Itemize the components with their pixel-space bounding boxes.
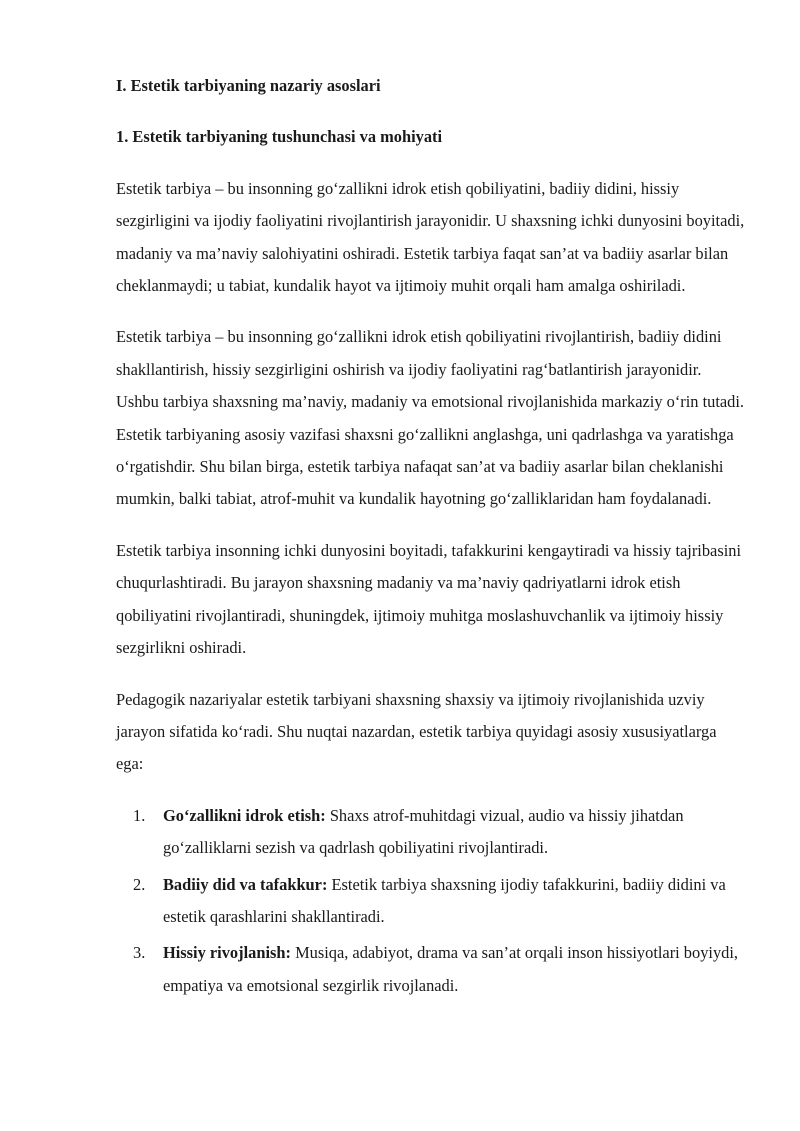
features-list [116,800,746,1002]
paragraph-4: Pedagogik nazariyalar estetik tarbiyani shaxsning shaxsiy va ijtimoiy rivojlanishida uzviy jarayon sifatida ko‘radi. Shu nuqtai nazardan, estetik tarbiya quyidagi asosiy xususiyatlarga ega: [116,689,717,774]
paragraph-1: Estetik tarbiya – bu insonning go‘zallikni idrok etish qobiliyatini, badiiy didini, hissiy sezgirligini va ijodiy faoliyatini rivojlantirish jarayonidir. U shaxsning ichki dunyosini boyitadi, madaniy va ma’naviy salohiyatini oshiradi. Estetik tarbiya faqat san’at va badiiy asarlar bilan cheklanmaydi; u tabiat, kundalik hayot va ijtimoiy muhit orqali ham amalga oshiriladi. [116,178,745,296]
list-item-text: Musiqa, adabiyot, drama va san’at orqali inson hissiyotlari boyiydi, empatiya va emotsional sezgirlik rivojlanadi. [163,943,738,995]
list-item-term: Hissiy rivojlanish: [163,943,291,963]
subsection-heading: 1. Estetik tarbiyaning tushunchasi va mohiyati [116,127,443,147]
paragraph-2: Estetik tarbiya – bu insonning go‘zallikni idrok etish qobiliyatini rivojlantirish, badiiy didini shakllantirish, hissiy sezgirligini oshirish va ijodiy faoliyatini rag‘batlantirish jarayonidir. Ushbu tarbiya shaxsning ma’naviy, madaniy va emotsional rivojlanishida markaziy o‘rin tutadi. Estetik tarbiyaning asosiy vazifasi shaxsni go‘zallikni anglashga, uni qadrlashga va yaratishga o‘rgatishdir. Shu bilan birga, estetik tarbiya nafaqat san’at va badiiy asarlar bilan cheklanishi mumkin, balki tabiat, atrof-muhit va kundalik hayotning go‘zalliklaridan ham foydalanadi. [116,327,745,509]
list-item-number: 2. [133,874,146,894]
list-item-number: 3. [133,943,146,963]
list-item [116,937,746,1002]
list-item-number: 1. [133,805,146,825]
list-item-text: Estetik tarbiya shaxsning ijodiy tafakkurini, badiiy didini va estetik qarashlarini shakllantiradi. [163,874,726,926]
list-item-term: Go‘zallikni idrok etish: [163,805,326,825]
list-item-term: Badiiy did va tafakkur: [163,874,328,894]
list-item [116,869,746,934]
paragraph-3: Estetik tarbiya insonning ichki dunyosini boyitadi, tafakkurini kengaytiradi va hissiy tajribasini chuqurlashtiradi. Bu jarayon shaxsning madaniy va ma’naviy qadriyatlarni idrok etish qobiliyatini rivojlantiradi, shuningdek, ijtimoiy muhitga moslashuvchanlik va ijtimoiy hissiy sezgirlikni oshiradi. [116,540,742,658]
list-item-text: Shaxs atrof-muhitdagi vizual, audio va hissiy jihatdan go‘zalliklarni sezish va qadrlash qobiliyatini rivojlantiradi. [163,805,684,858]
document-page [116,70,746,1006]
list-item [116,800,746,865]
section-heading: I. Estetik tarbiyaning nazariy asoslari [116,76,381,95]
